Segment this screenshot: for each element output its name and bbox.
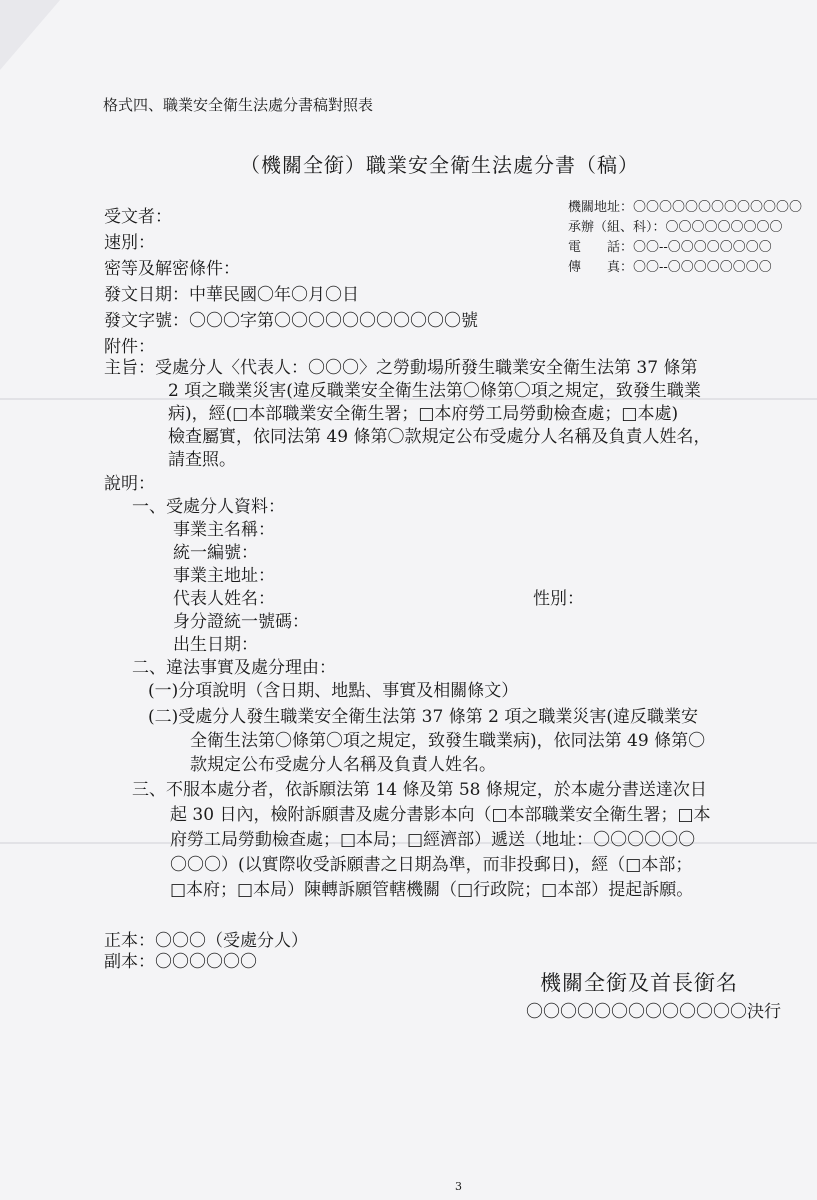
section3-line: 起 30 日內，檢附訴願書及處分書影本向（□本部職業安全衛生署；□本 xyxy=(170,805,711,825)
section2-item2-line: 全衛生法第〇條第〇項之規定，致發生職業病)，依同法第 49 條第〇 xyxy=(190,731,706,751)
duplicate-copy: 副本：〇〇〇〇〇〇 xyxy=(104,952,257,972)
document-title: （機關全銜）職業安全衛生法處分書（稿） xyxy=(240,153,639,177)
section2-heading: 二、違法事實及處分理由： xyxy=(132,658,336,678)
speed-label: 速別： xyxy=(104,233,155,253)
signature-line: 〇〇〇〇〇〇〇〇〇〇〇〇〇決行 xyxy=(526,1002,781,1022)
document-number: 發文字號：〇〇〇字第〇〇〇〇〇〇〇〇〇〇〇號 xyxy=(104,311,478,331)
signature-title: 機關全銜及首長銜名 xyxy=(540,971,738,995)
agency-fax: 傳 真：〇〇--〇〇〇〇〇〇〇〇 xyxy=(568,260,772,275)
representative-name-field: 代表人姓名： xyxy=(173,589,275,609)
recipient-label: 受文者： xyxy=(104,207,172,227)
subject-line: 2 項之職業災害(違反職業安全衛生法第〇條第〇項之規定，致發生職業 xyxy=(168,381,701,401)
section3-line: 〇〇〇）(以實際收受訴願書之日期為準，而非投郵日)，經（□本部； xyxy=(170,855,693,875)
section3-line: □本府；□本局）陳轉訴願管轄機關（□行政院；□本部）提起訴願。 xyxy=(170,880,694,900)
section3-line: 三、不服本處分者，依訴願法第 14 條及第 58 條規定，於本處分書送達次日 xyxy=(132,780,707,800)
subject-line: 檢查屬實，依同法第 49 條第〇款規定公布受處分人名稱及負責人姓名， xyxy=(168,427,711,447)
section1-heading: 一、受處分人資料： xyxy=(132,497,285,517)
security-level-label: 密等及解密條件： xyxy=(104,259,240,279)
birth-date-field: 出生日期： xyxy=(173,635,258,655)
employer-address-field: 事業主地址： xyxy=(173,566,275,586)
agency-address: 機關地址：〇〇〇〇〇〇〇〇〇〇〇〇〇 xyxy=(568,200,803,215)
format-label: 格式四、職業安全衛生法處分書稿對照表 xyxy=(103,96,374,114)
explanation-label: 說明： xyxy=(104,474,155,494)
section2-item1: (一)分項說明（含日期、地點、事實及相關條文） xyxy=(148,681,519,701)
page-number: 3 xyxy=(455,1180,462,1193)
original-copy: 正本：〇〇〇（受處分人） xyxy=(104,931,308,951)
attachment-label: 附件： xyxy=(104,337,155,357)
issue-date: 發文日期：中華民國〇年〇月〇日 xyxy=(104,285,359,305)
section3-line: 府勞工局勞動檢查處；□本局；□經濟部）遞送（地址：〇〇〇〇〇〇 xyxy=(170,830,696,850)
id-number-field: 身分證統一號碼： xyxy=(173,612,309,632)
gender-field: 性別： xyxy=(533,589,584,609)
agency-contact-unit: 承辦（組、科）：〇〇〇〇〇〇〇〇〇 xyxy=(568,220,783,235)
subject-line: 主旨：受處分人〈代表人：〇〇〇〉之勞動場所發生職業安全衛生法第 37 條第 xyxy=(104,358,698,378)
folded-corner xyxy=(0,0,60,70)
section2-item2-line: 款規定公布受處分人名稱及負責人姓名。 xyxy=(190,755,496,775)
subject-line: 請查照。 xyxy=(168,450,236,470)
section2-item2-line: (二)受處分人發生職業安全衛生法第 37 條第 2 項之職業災害(違反職業安 xyxy=(148,707,698,727)
subject-line: 病)，經(□本部職業安全衛生署；□本府勞工局勞動檢查處；□本處) xyxy=(168,404,679,424)
employer-name-field: 事業主名稱： xyxy=(173,520,275,540)
unified-number-field: 統一編號： xyxy=(173,543,258,563)
agency-phone: 電 話：〇〇--〇〇〇〇〇〇〇〇 xyxy=(568,240,772,255)
